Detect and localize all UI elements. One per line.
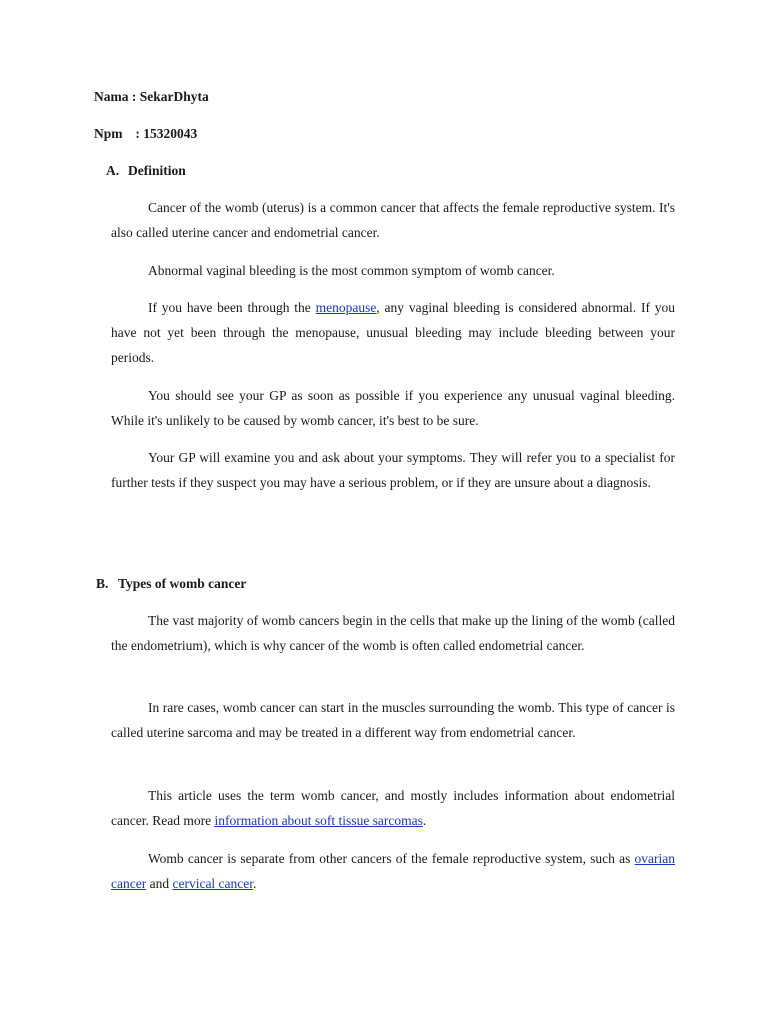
- npm-value: : 15320043: [135, 126, 198, 141]
- soft-tissue-sarcomas-link[interactable]: information about soft tissue sarcomas: [214, 813, 423, 828]
- npm-label: Npm: [94, 126, 123, 141]
- ovarian-cancer-link[interactable]: ovarian cancer: [111, 851, 675, 891]
- paragraph-text: .: [422, 813, 427, 828]
- section-a-title: Definition: [128, 163, 186, 178]
- definition-paragraph-4: You should see your GP as soon as possible if you experience any unusual vaginal bleeding. While it's unlikely to be caused by womb cancer, it's best to be sure.: [111, 388, 675, 428]
- paragraph-text: If you have been through the: [148, 300, 316, 315]
- definition-paragraph-5: Your GP will examine you and ask about your symptoms. They will refer you to a specialist for further tests if they suspect you may have a serious problem, or if they are unsure about a diagnosis.: [111, 450, 675, 490]
- section-b-heading: [96, 576, 246, 592]
- name-label: Nama :: [94, 89, 137, 104]
- definition-paragraph-3: [111, 295, 675, 370]
- cervical-cancer-link[interactable]: cervical cancer: [172, 876, 254, 891]
- paragraph-text: .: [253, 876, 257, 891]
- types-paragraph-2: In rare cases, womb cancer can start in the muscles surrounding the womb. This type of cancer is called uterine sarcoma and may be treated in a different way from endometrial cancer.: [111, 700, 675, 740]
- types-paragraph-3: [111, 783, 675, 833]
- section-b-title: Types of womb cancer: [118, 576, 247, 591]
- section-a-heading: [106, 163, 186, 179]
- menopause-link[interactable]: menopause: [315, 300, 377, 315]
- definition-paragraph-2: Abnormal vaginal bleeding is the most common symptom of womb cancer.: [148, 263, 555, 278]
- paragraph-text: This article uses the term womb cancer, and mostly includes information about endometrial cancer. Read more: [111, 788, 675, 828]
- student-name-line: [94, 89, 209, 105]
- paragraph-text: and: [146, 876, 173, 891]
- paragraph-text: Womb cancer is separate from other cancers of the female reproductive system, such as: [148, 851, 635, 866]
- paragraph-text: , any vaginal bleeding is considered abnormal. If you have not yet been through the menopause, unusual bleeding may include bleeding between your periods.: [111, 300, 676, 365]
- types-paragraph-1: The vast majority of womb cancers begin in the cells that make up the lining of the womb (called the endometrium), which is why cancer of the womb is often called endometrial cancer.: [111, 613, 675, 653]
- name-value: SekarDhyta: [139, 89, 209, 104]
- definition-paragraph-1: Cancer of the womb (uterus) is a common cancer that affects the female reproductive system. It's also called uterine cancer and endometrial cancer.: [111, 200, 675, 240]
- types-paragraph-4: [111, 846, 675, 896]
- section-b-marker: B.: [96, 576, 109, 591]
- student-npm-line: [94, 126, 197, 142]
- section-a-marker: A.: [106, 163, 120, 178]
